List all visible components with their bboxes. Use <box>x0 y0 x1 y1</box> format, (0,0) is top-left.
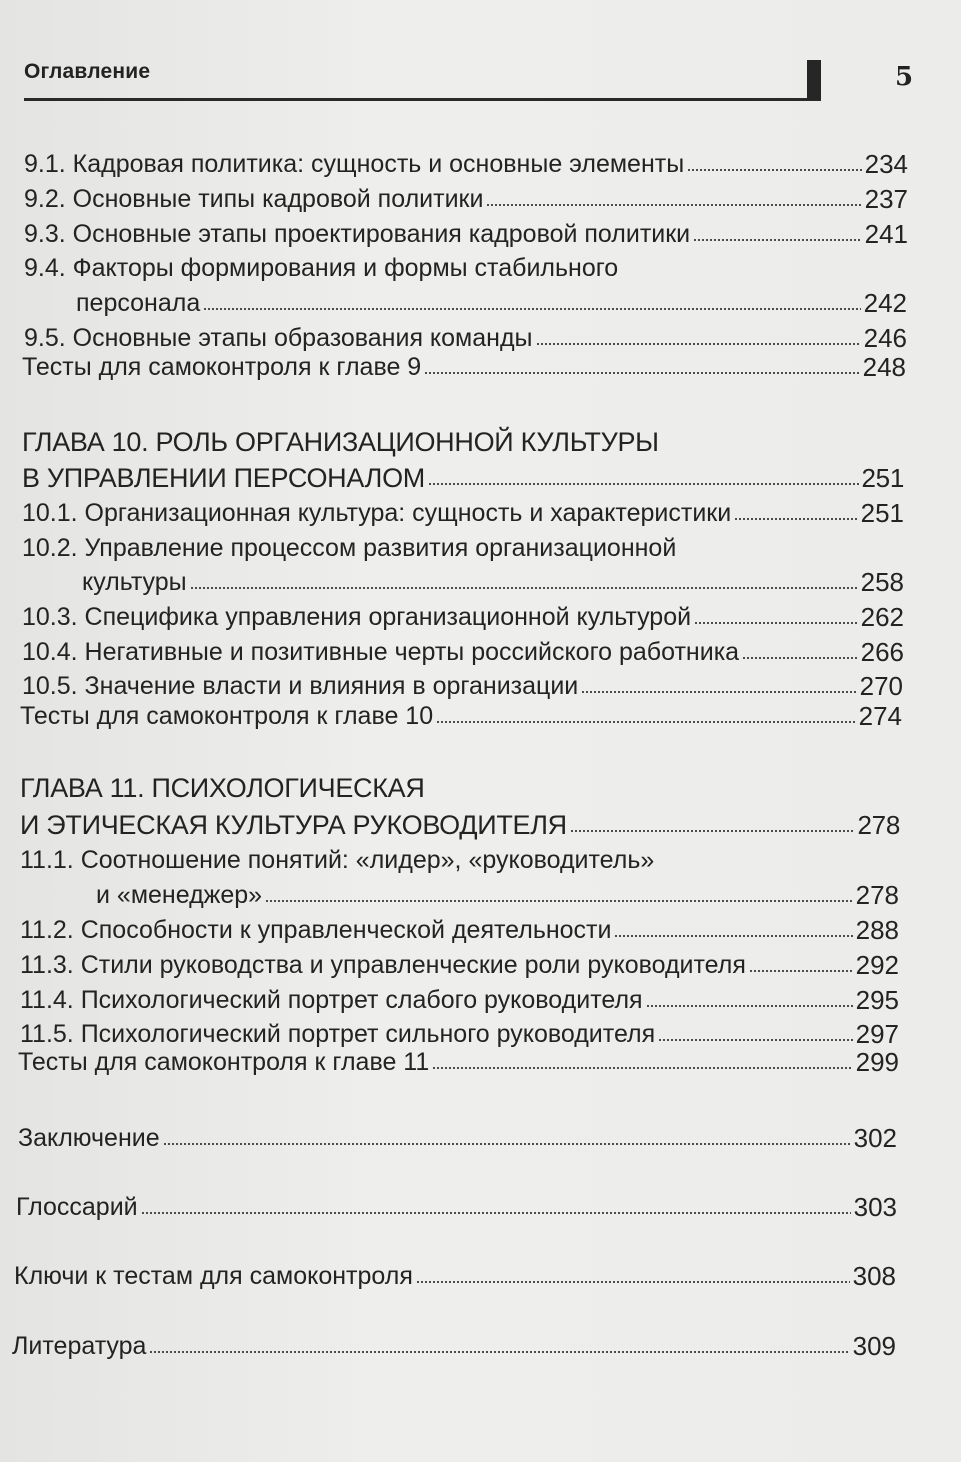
toc-entry-title: 10.1. Организационная культура: сущность и характеристики <box>22 499 732 527</box>
toc-entry-title[interactable]: 11.1. Соотношение понятий: «лидер», «руководитель» <box>20 846 655 874</box>
toc-entry-page: 234 <box>864 149 908 179</box>
toc-entry[interactable] <box>22 462 904 494</box>
toc-entry[interactable] <box>16 1191 897 1223</box>
toc-entry[interactable] <box>20 700 902 732</box>
dot-leader <box>693 238 861 242</box>
dot-leader <box>570 829 855 833</box>
toc-entry-title: Тесты для самоконтроля к главе 11 <box>18 1048 430 1076</box>
header-title: Оглавление <box>24 60 151 83</box>
toc-entry-page: 241 <box>864 219 908 249</box>
toc-entry[interactable] <box>18 1046 899 1078</box>
dot-leader <box>581 690 856 694</box>
toc-entry[interactable] <box>22 497 904 529</box>
toc-entry[interactable] <box>76 287 907 319</box>
toc-entry-title: 11.5. Психологический портрет сильного руководителя <box>20 1020 656 1048</box>
toc-entry-page: 251 <box>861 463 904 493</box>
toc-entry[interactable] <box>22 601 904 633</box>
toc-entry-continuation: персонала <box>76 289 201 317</box>
toc-entry-continuation: И ЭТИЧЕСКАЯ КУЛЬТУРА РУКОВОДИТЕЛЯ <box>20 810 567 840</box>
toc-entry-continuation: культуры <box>82 568 187 596</box>
toc-entry-title: Тесты для самоконтроля к главе 9 <box>22 353 422 381</box>
toc-entry-title: Заключение <box>18 1124 160 1152</box>
toc-entry-title: 9.5. Основные этапы образования команды <box>24 324 533 352</box>
toc-entry[interactable] <box>20 949 899 981</box>
toc-entry-page: 242 <box>863 288 907 318</box>
toc-entry-title: Тесты для самоконтроля к главе 10 <box>20 702 434 730</box>
toc-entry-title: 10.4. Негативные и позитивные черты российского работника <box>22 638 740 666</box>
toc-entry[interactable] <box>22 636 904 668</box>
toc-entry-page: 270 <box>859 671 903 701</box>
toc-entry-title[interactable]: 9.4. Факторы формирования и формы стабильного <box>24 254 619 282</box>
toc-entry-title: Литература <box>12 1332 147 1360</box>
toc-entry[interactable] <box>20 809 900 841</box>
toc-entry-page: 308 <box>852 1261 896 1291</box>
toc-entry-page: 274 <box>858 701 902 731</box>
toc-entry-page: 303 <box>853 1192 897 1222</box>
toc-entry[interactable] <box>22 351 906 383</box>
dot-leader <box>416 1280 850 1284</box>
toc-entry-page: 248 <box>862 352 906 382</box>
dot-leader <box>436 720 856 724</box>
dot-leader <box>265 899 853 903</box>
dot-leader <box>203 307 860 311</box>
dot-leader <box>428 482 859 486</box>
dot-leader <box>424 371 859 375</box>
toc-entry[interactable] <box>18 1122 897 1154</box>
dot-leader <box>658 1038 852 1042</box>
toc-entry-title: 11.3. Стили руководства и управленческие роли руководителя <box>20 951 746 979</box>
toc-entry-title: Глоссарий <box>16 1193 138 1221</box>
toc-entry[interactable] <box>96 879 899 911</box>
toc-entry-page: 266 <box>860 637 904 667</box>
toc-entry[interactable] <box>24 322 907 354</box>
toc-entry-page: 288 <box>855 915 899 945</box>
toc-entry-page: 302 <box>853 1123 897 1153</box>
toc-entry-page: 258 <box>860 567 904 597</box>
toc-entry-page: 251 <box>860 498 904 528</box>
toc-entry[interactable] <box>12 1330 896 1362</box>
toc-entry-page: 299 <box>855 1047 899 1077</box>
toc-entry[interactable] <box>82 566 904 598</box>
toc-entry[interactable] <box>24 218 908 250</box>
dot-leader <box>163 1142 851 1146</box>
toc-entry-page: 278 <box>855 880 899 910</box>
dot-leader <box>190 586 858 590</box>
toc-entry-title: 9.3. Основные этапы проектирования кадровой политики <box>24 220 691 248</box>
dot-leader <box>536 342 861 346</box>
dot-leader <box>614 934 852 938</box>
dot-leader <box>734 517 857 521</box>
toc-entry[interactable] <box>20 914 899 946</box>
toc-entry-page: 292 <box>855 950 899 980</box>
page-number: 5 <box>895 62 914 92</box>
chapter-heading[interactable]: ГЛАВА 11. ПСИХОЛОГИЧЕСКАЯ <box>20 773 425 803</box>
dot-leader <box>646 1004 853 1008</box>
toc-entry-title: Ключи к тестам для самоконтроля <box>14 1262 413 1290</box>
dot-leader <box>149 1350 849 1354</box>
dot-leader <box>432 1066 852 1070</box>
toc-entry-continuation: В УПРАВЛЕНИИ ПЕРСОНАЛОМ <box>22 463 425 493</box>
toc-entry[interactable] <box>22 670 903 702</box>
toc-entry[interactable] <box>14 1260 896 1292</box>
toc-entry-page: 246 <box>863 323 907 353</box>
toc-entry[interactable] <box>20 984 899 1016</box>
toc-entry-page: 309 <box>852 1331 896 1361</box>
toc-entry-page: 262 <box>860 602 904 632</box>
toc-entry[interactable] <box>24 183 908 215</box>
toc-entry-title: 9.1. Кадровая политика: сущность и основные элементы <box>24 150 685 178</box>
toc-entry-title[interactable]: 10.2. Управление процессом развития организационной <box>22 534 677 562</box>
toc-entry-page: 295 <box>855 985 899 1015</box>
toc-entry-title: 10.5. Значение власти и влияния в организации <box>22 672 579 700</box>
toc-entry-title: 11.2. Способности к управленческой деятельности <box>20 916 612 944</box>
dot-leader <box>486 203 861 207</box>
toc-entry-continuation: и «менеджер» <box>96 881 263 909</box>
dot-leader <box>687 168 861 172</box>
toc-entry-page: 297 <box>855 1019 899 1049</box>
toc-entry-title: 10.3. Специфика управления организационной культурой <box>22 603 692 631</box>
toc-entry[interactable] <box>24 148 908 180</box>
dot-leader <box>694 621 858 625</box>
dot-leader <box>749 969 853 973</box>
dot-leader <box>742 656 858 660</box>
toc-entry-page: 237 <box>864 184 908 214</box>
toc-entry-title: 9.2. Основные типы кадровой политики <box>24 185 484 213</box>
chapter-heading[interactable]: ГЛАВА 10. РОЛЬ ОРГАНИЗАЦИОННОЙ КУЛЬТУРЫ <box>22 427 659 457</box>
toc-entry-page: 278 <box>857 810 900 840</box>
dot-leader <box>141 1211 851 1215</box>
toc-entry-title: 11.4. Психологический портрет слабого руководителя <box>20 986 643 1014</box>
